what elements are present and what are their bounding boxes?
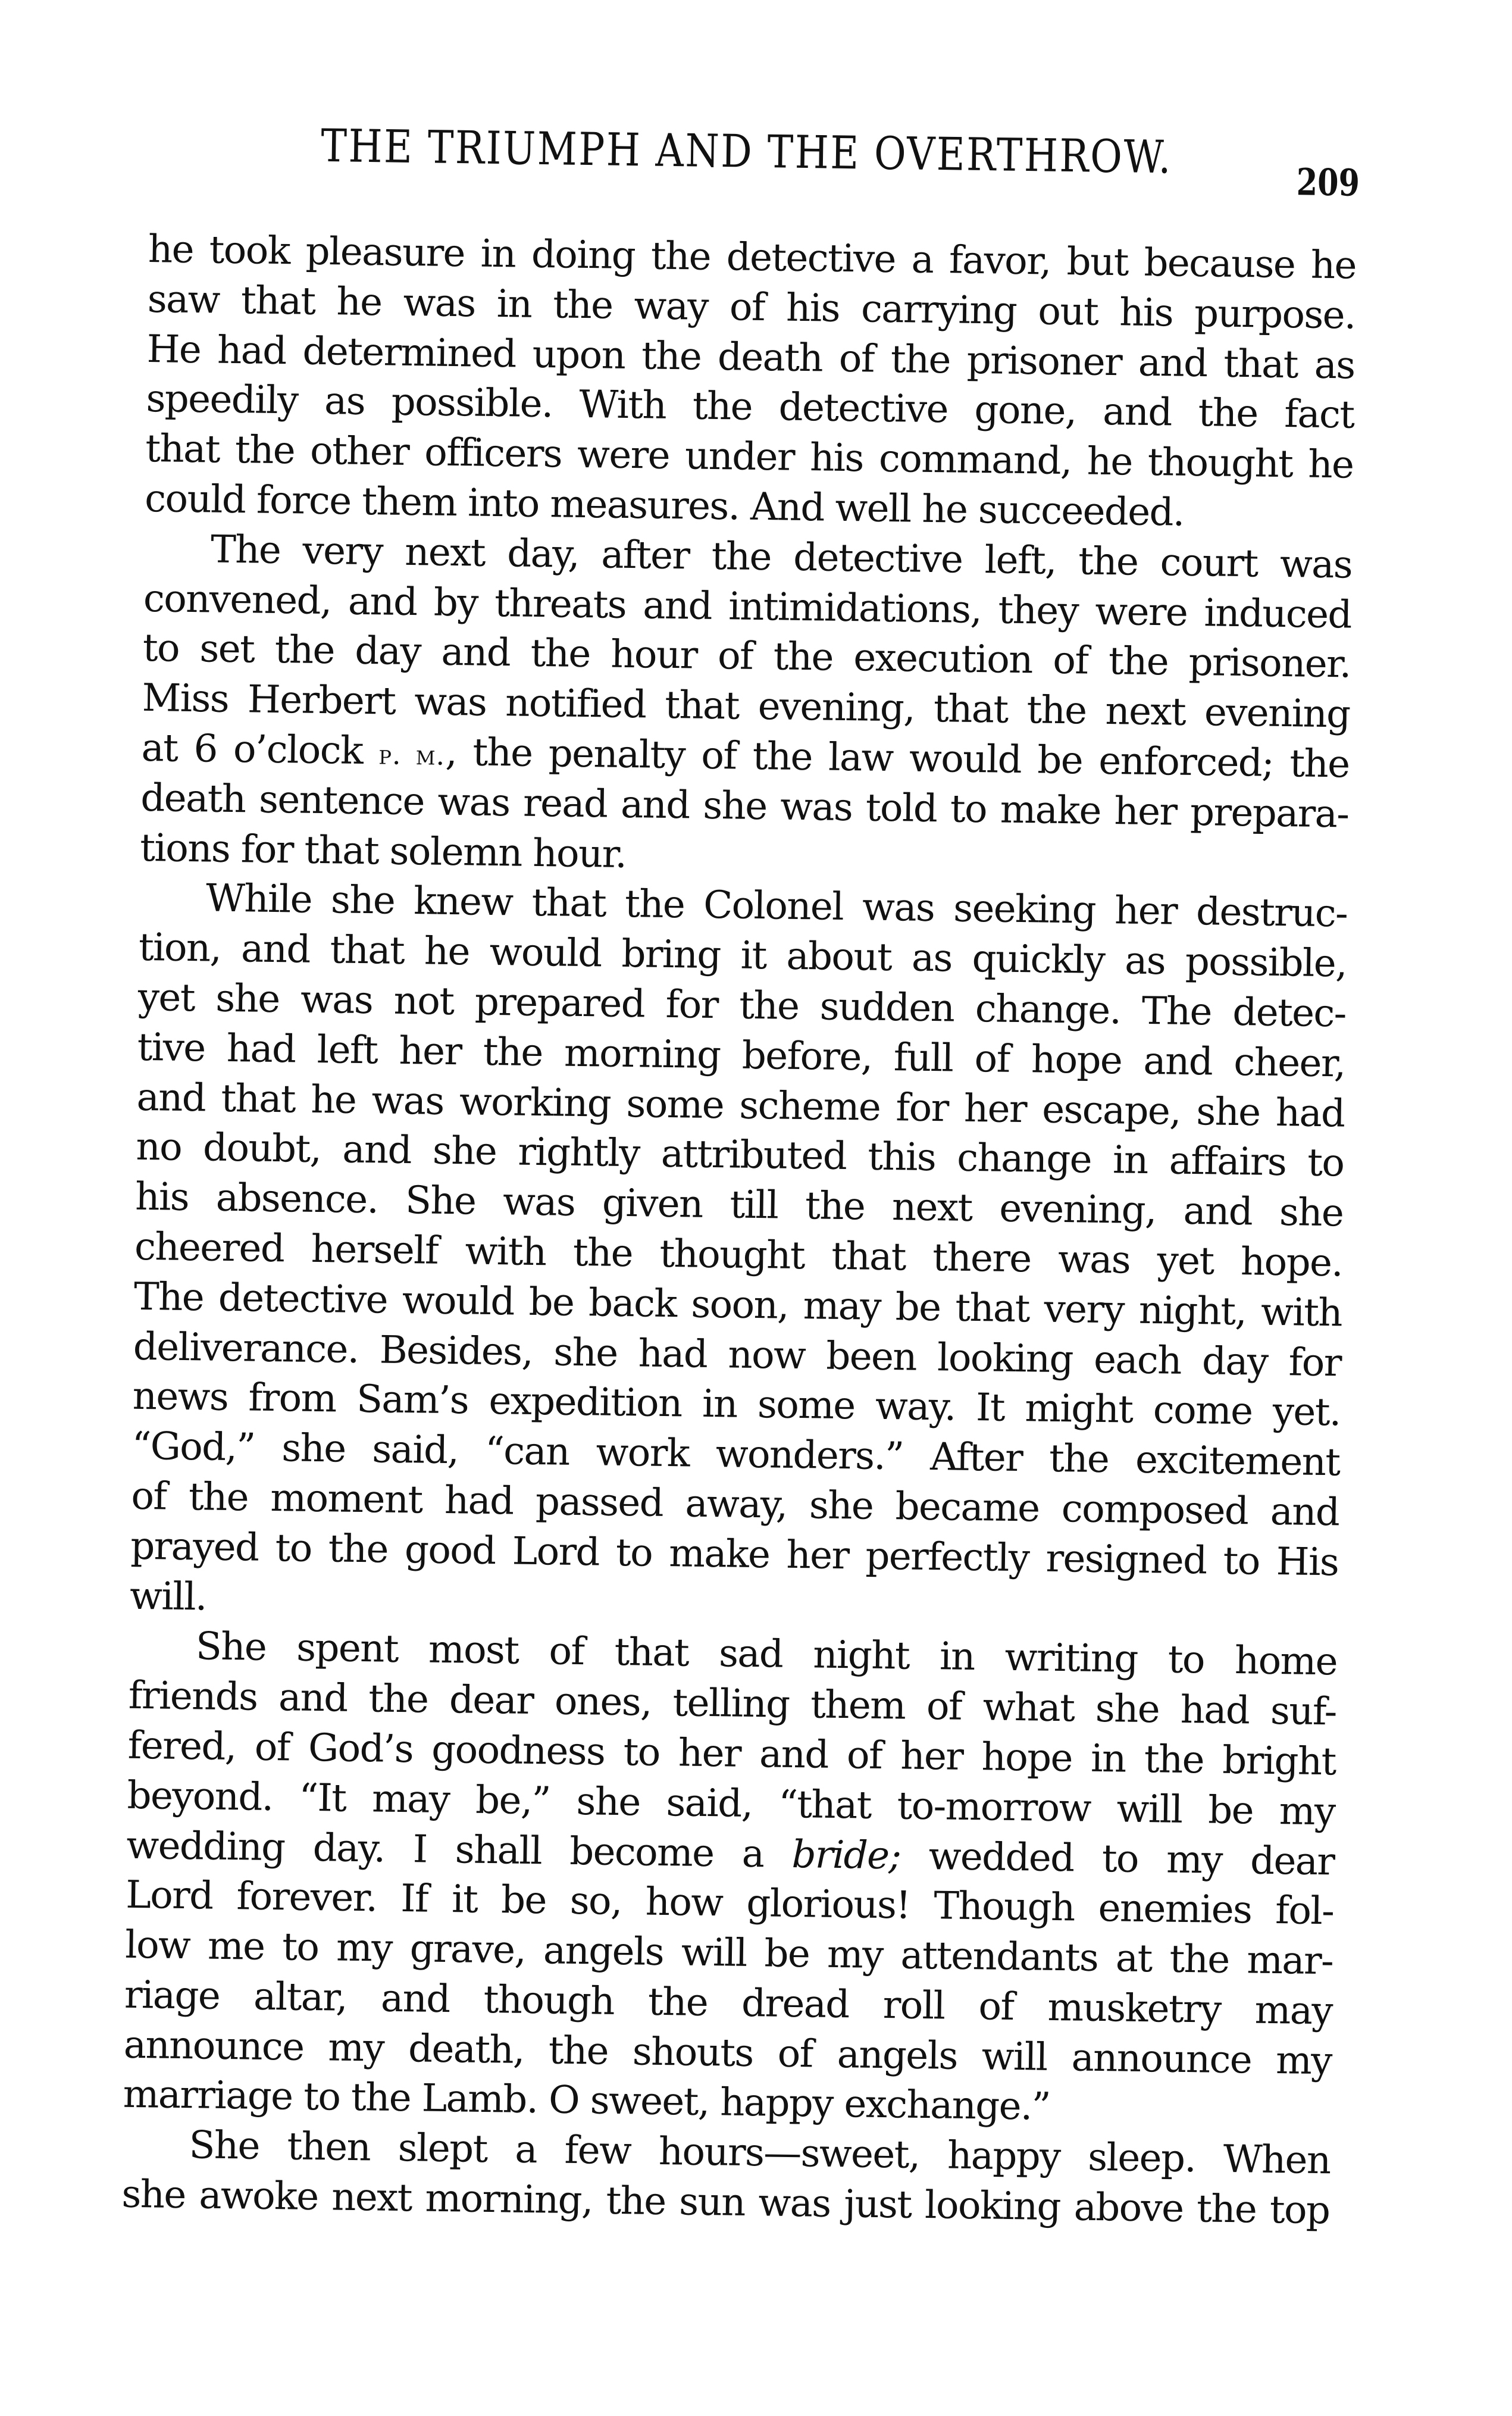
text-segment: convened, and by threats and intimidations, they were induced [143, 576, 1352, 637]
text-segment: tive had left her the morning before, full of hope and cheer, [137, 1025, 1346, 1086]
text-segment: riage altar, and though the dread roll of musketry may [124, 1973, 1333, 2034]
italic-text: bride; [791, 1832, 901, 1878]
text-segment: fered, of God’s goodness to her and of her hope in the bright [127, 1723, 1336, 1784]
text-segment: could force them into measures. And well he succeeded. [144, 476, 1185, 535]
text-segment: She then slept a few hours—sweet, happy sleep. When [189, 2123, 1331, 2183]
text-segment: beyond. “It may be,” she said, “that to-morrow will be my [127, 1773, 1335, 1834]
text-segment: While she knew that the Colonel was seeking her destruc- [205, 876, 1348, 936]
text-segment: She spent most of that sad night in writing to home [195, 1624, 1338, 1684]
text-segment: Miss Herbert was notified that evening, that the next evening [142, 676, 1351, 737]
text-segment: wedding day. I shall become a [126, 1823, 793, 1877]
text-segment: that the other officers were under his command, he thought he [145, 427, 1354, 487]
text-segment: she awoke next morning, the sun was just looking above the top [121, 2172, 1330, 2233]
text-segment: saw that he was in the way of his carrying out his purpose. [147, 277, 1356, 338]
text-segment: yet she was not prepared for the sudden change. The detec- [137, 975, 1347, 1036]
text-segment: , the penalty of the law would be enforced; the [444, 730, 1350, 787]
text-segment: wedded to my dear [900, 1833, 1335, 1884]
text-segment: at 6 o’clock [141, 726, 380, 774]
text-segment: cheered herself with the thought that there was yet hope. [134, 1224, 1343, 1286]
text-segment: tion, and that he would bring it about as quickly as possible, [138, 926, 1347, 986]
text-segment: tions for that solemn hour. [139, 826, 627, 877]
page-number: 209 [1296, 160, 1360, 205]
text-segment: low me to my grave, angels will be my attendants at the mar- [124, 1923, 1333, 1984]
text-segment: his absence. She was given till the next evening, and she [134, 1174, 1344, 1236]
text-segment: will. [129, 1574, 207, 1620]
text-segment: announce my death, the shouts of angels will announce my [123, 2023, 1332, 2084]
text-segment: “God,” she said, “can work wonders.” After the excitement [132, 1424, 1340, 1485]
running-head: THE TRIUMPH AND THE OVERTHROW. [320, 118, 1173, 184]
text-segment: The detective would be back soon, may be that very night, with [133, 1274, 1342, 1336]
text-segment: Lord forever. If it be so, how glorious! Though enemies fol- [125, 1873, 1334, 1934]
text-segment: marriage to the Lamb. O sweet, happy exchange.” [123, 2073, 1051, 2130]
text-segment: The very next day, after the detective left, the court was [210, 527, 1353, 587]
text-segment: deliverance. Besides, she had now been looking each day for [133, 1324, 1342, 1385]
text-segment: death sentence was read and she was told to make her prepara- [140, 776, 1349, 837]
text-segment: no doubt, and she rightly attributed this change in affairs to [135, 1125, 1344, 1186]
body-text [121, 225, 1356, 2236]
text-segment: to set the day and the hour of the execution of the prisoner. [142, 626, 1351, 687]
text-segment: news from Sam’s expedition in some way. It might come yet. [132, 1374, 1341, 1435]
text-segment: speedily as possible. With the detective gone, and the fact [146, 377, 1354, 437]
text-segment: he took pleasure in doing the detective a favor, but because he [148, 227, 1357, 288]
text-segment: He had determined upon the death of the prisoner and that as [146, 327, 1356, 388]
text-segment: and that he was working some scheme for her escape, she had [136, 1075, 1345, 1136]
text-segment: friends and the dear ones, telling them of what she had suf- [128, 1673, 1337, 1734]
text-segment: of the moment had passed away, she became composed and [130, 1474, 1339, 1535]
text-segment: prayed to the good Lord to make her perfectly resigned to His [130, 1524, 1339, 1585]
small-caps-text: p. m. [378, 738, 446, 771]
